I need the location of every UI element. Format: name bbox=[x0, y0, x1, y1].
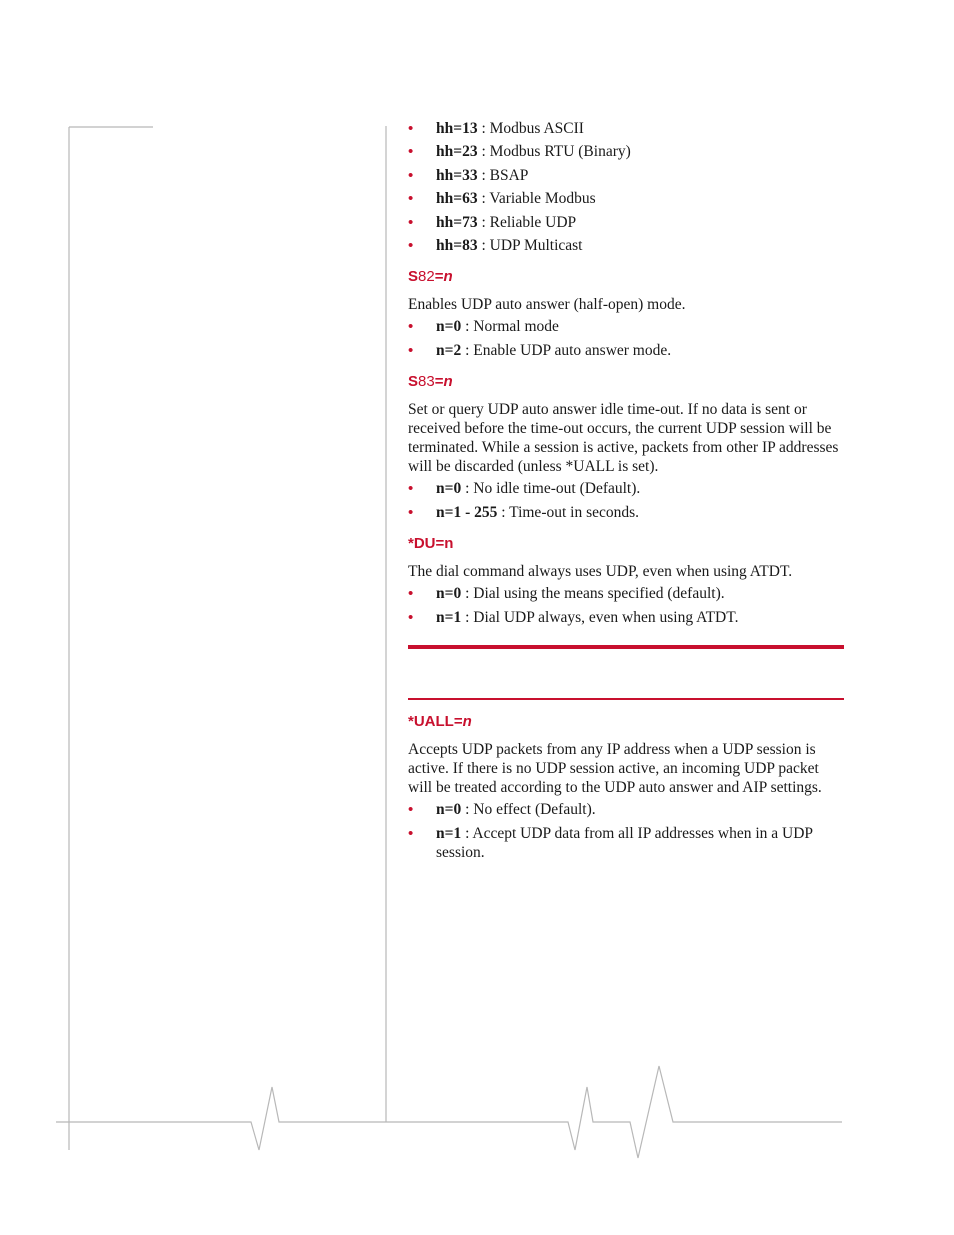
du-description: The dial command always uses UDP, even when using ATDT. bbox=[408, 562, 793, 580]
list-item: • n=0 : No effect (Default). bbox=[408, 800, 844, 819]
s83-heading: S83=n bbox=[408, 372, 453, 390]
main-content bbox=[408, 119, 844, 866]
list-item: • n=0 : No idle time-out (Default). bbox=[408, 479, 844, 498]
du-heading: *DU=n bbox=[408, 534, 454, 552]
list-item: • hh=83 : UDP Multicast bbox=[408, 236, 844, 255]
section-divider-thick bbox=[408, 645, 844, 649]
s82-options bbox=[408, 317, 844, 359]
s82-description: Enables UDP auto answer (half-open) mode. bbox=[408, 295, 686, 313]
uall-options bbox=[408, 800, 844, 861]
uall-heading: *UALL=n bbox=[408, 712, 472, 730]
list-item: • n=0 : Normal mode bbox=[408, 317, 844, 336]
section-divider-thin bbox=[408, 698, 844, 700]
s82-heading: S82=n bbox=[408, 267, 453, 285]
s83-options bbox=[408, 479, 844, 521]
list-item: • hh=73 : Reliable UDP bbox=[408, 213, 844, 232]
list-item: • hh=23 : Modbus RTU (Binary) bbox=[408, 142, 844, 161]
list-item: • n=2 : Enable UDP auto answer mode. bbox=[408, 341, 844, 360]
du-options bbox=[408, 584, 844, 626]
footer-waveform-line bbox=[56, 1066, 842, 1158]
list-item: • n=1 - 255 : Time-out in seconds. bbox=[408, 503, 844, 522]
list-item: • hh=13 : Modbus ASCII bbox=[408, 119, 844, 138]
list-item: • hh=63 : Variable Modbus bbox=[408, 189, 844, 208]
list-item: • n=1 : Accept UDP data from all IP addresses when in a UDP session. bbox=[408, 824, 844, 862]
protocol-list bbox=[408, 119, 844, 255]
uall-description: Accepts UDP packets from any IP address when a UDP session is active. If there is no UDP session active, an incoming UDP packet will be treated according to the UDP auto answer and AIP settings. bbox=[408, 740, 822, 796]
list-item: • n=1 : Dial UDP always, even when using ATDT. bbox=[408, 608, 844, 627]
list-item: • hh=33 : BSAP bbox=[408, 166, 844, 185]
s83-description: Set or query UDP auto answer idle time-out. If no data is sent or received before the time-out occurs, the current UDP session will be terminated. While a session is active, packets from other IP addresses will be discarded (unless *UALL is set). bbox=[408, 400, 839, 475]
list-item: • n=0 : Dial using the means specified (default). bbox=[408, 584, 844, 603]
